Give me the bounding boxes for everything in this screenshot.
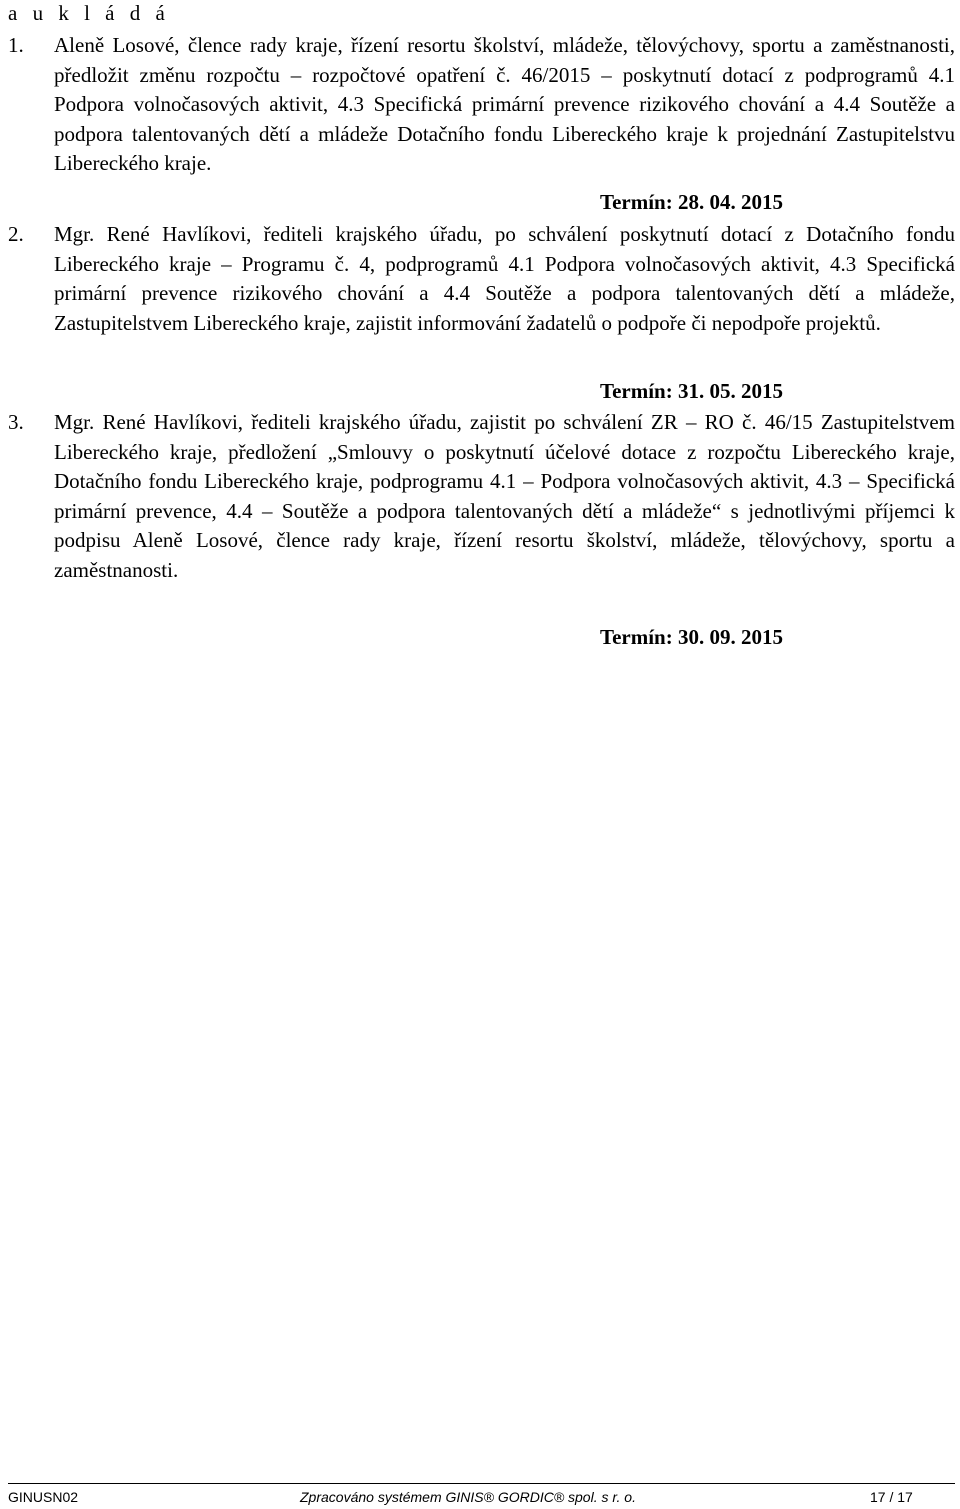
item-number: 2. <box>8 222 24 246</box>
resolution-item-1 <box>8 31 955 179</box>
item-text: Mgr. René Havlíkovi, řediteli krajského úřadu, zajistit po schválení ZR – RO č. 46/15 Zastupitelstvem Libereckého kraje, předložení „Smlouvy o poskytnutí účelové dotace z rozpočtu Libereckého kraje, Dotačního fondu Libereckého kraje, podprogramu 4.1 – Podpora volnočasových aktivit, 4.3 – Specifická primární prevence, 4.4 – Soutěže a podpora talentovaných dětí a mládeže“ s jednotlivými příjemci k podpisu Aleně Losové, člence rady kraje, řízení resortu školství, mládeže, tělovýchovy, sportu a zaměstnanosti. <box>54 410 955 582</box>
footer-document-code: GINUSN02 <box>8 1489 79 1505</box>
item-text: Aleně Losové, člence rady kraje, řízení resortu školství, mládeže, tělovýchovy, sportu a zaměstnanosti, předložit změnu rozpočtu – rozpočtové opatření č. 46/2015 – poskytnutí dotací z podprogramů 4.1 Podpora volnočasových aktivit, 4.3 Specifická primární prevence rizikového chování a 4.4 Soutěže a podpora talentovaných dětí a mládeže Dotačního fondu Libereckého kraje k projednání Zastupitelstvu Libereckého kraje. <box>54 33 955 175</box>
footer-divider <box>8 1483 955 1484</box>
item-text: Mgr. René Havlíkovi, řediteli krajského úřadu, po schválení poskytnutí dotací z Dotačního fondu Libereckého kraje – Programu č. 4, podprogramů 4.1 Podpora volnočasových aktivit, 4.3 Specifická primární prevence rizikového chování a 4.4 Soutěže a podpora talentovaných dětí a mládeže, Zastupitelstvem Libereckého kraje, zajistit informování žadatelů o podpoře či nepodpoře projektů. <box>54 222 955 335</box>
resolution-item-2 <box>8 220 955 338</box>
item-deadline: Termín: 30. 09. 2015 <box>600 625 783 649</box>
footer-system-note: Zpracováno systémem GINIS® GORDIC® spol. s r. o. <box>300 1489 636 1505</box>
item-deadline: Termín: 31. 05. 2015 <box>600 379 783 403</box>
footer-page-number: 17 / 17 <box>870 1489 913 1505</box>
resolution-heading: a u k l á d á <box>8 1 170 25</box>
resolution-item-3 <box>8 408 955 585</box>
item-number: 1. <box>8 33 24 57</box>
item-deadline: Termín: 28. 04. 2015 <box>600 190 783 214</box>
item-number: 3. <box>8 410 24 434</box>
